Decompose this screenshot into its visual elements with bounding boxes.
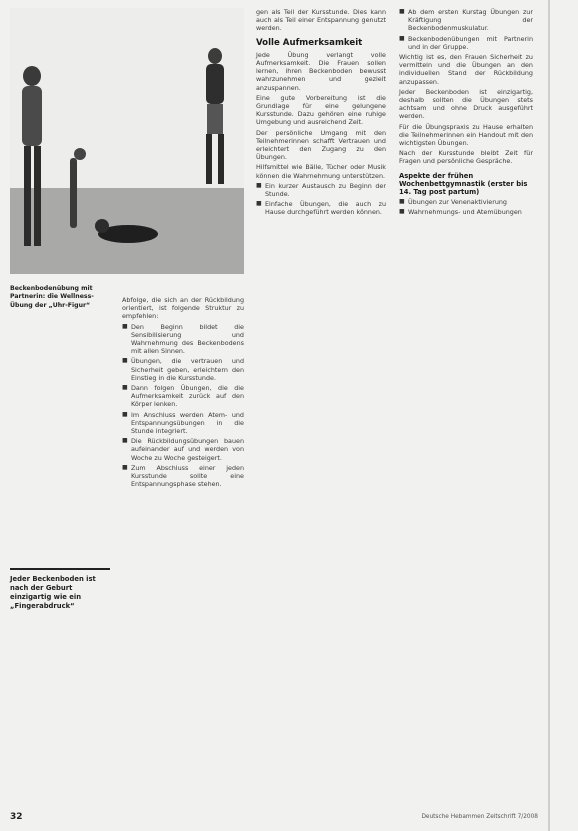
photo-caption: Beckenbodenübung mit Partnerin: die Wellness-Übung der „Uhr-Figur“ — [10, 285, 94, 309]
paragraph: Nach der Kursstunde bleibt Zeit für Fragen und persönliche Gespräche. — [399, 149, 533, 166]
list-item: ■ Ein kurzer Austausch zu Beginn der Stunde. — [256, 182, 386, 198]
list-item: ■ Die Rückbildungsübungen bauen aufeinander auf und werden von Woche zu Woche gesteigert. — [122, 437, 244, 462]
footer: Deutsche Hebammen Zeitschrift 7/2008 — [421, 814, 538, 820]
list-item: ■ Zum Abschluss einer jeden Kursstunde sollte eine Entspannungsphase stehen. — [122, 464, 244, 489]
bullet-list — [256, 182, 386, 217]
photo-scene — [10, 8, 244, 274]
paragraph: Abfolge, die sich an der Rückbildung orientiert, ist folgende Struktur zu empfehlen: — [122, 296, 244, 321]
column-1 — [122, 296, 244, 490]
list-item: ■ Im Anschluss werden Atem- und Entspannungsübungen in die Stunde integriert. — [122, 411, 244, 436]
paragraph: Jede Übung verlangt volle Aufmerksamkeit. Die Frauen sollen lernen, ihren Beckenboden bewusst wahrzunehmen und gezielt anzuspannen. — [256, 50, 386, 92]
paragraph: Hilfsmittel wie Bälle, Tücher oder Musik können die Wahrnehmung unterstützen. — [256, 163, 386, 180]
list-item: ■ Wahrnehmungs- und Atemübungen — [399, 208, 533, 216]
list-item: ■ Einfache Übungen, die auch zu Hause durchgeführt werden können. — [256, 200, 386, 216]
column-3 — [399, 8, 533, 219]
paragraph: Eine gute Vorbereitung ist die Grundlage für eine gelungene Kursstunde. Dazu gehören eine ruhige Umgebung und ausreichend Zeit. — [256, 93, 386, 127]
list-item: ■ Übungen zur Venenaktivierung — [399, 198, 533, 206]
list-item: ■ Übungen, die vertrauen und Sicherheit geben, erleichtern den Einstieg in die Kursstunde. — [122, 357, 244, 382]
paragraph: Der persönliche Umgang mit den Teilnehmerinnen schafft Vertrauen und erleichtert den Zugang zu den Übungen. — [256, 128, 386, 162]
photo-group-exercise — [10, 8, 244, 274]
pull-quote: Jeder Beckenboden ist nach der Geburt einzigartig wie ein „Fingerabdruck“ — [10, 568, 110, 611]
paragraph: Wichtig ist es, den Frauen Sicherheit zu vermitteln und die Übungen an den individuellen Stand der Rückbildung anzupassen. — [399, 53, 533, 86]
bullet-list — [399, 198, 533, 216]
paragraph: Jeder Beckenboden ist einzigartig, deshalb sollten die Übungen stets achtsam und ohne Druck ausgeführt werden. — [399, 87, 533, 121]
paragraph: gen als Teil der Kursstunde. Dies kann auch als Teil einer Entspannung genutzt werden. — [256, 8, 386, 33]
paragraph: Für die Übungspraxis zu Hause erhalten die Teilnehmerinnen ein Handout mit den wichtigsten Übungen. — [399, 122, 533, 148]
page-number: 32 — [10, 812, 23, 822]
list-item: ■ Beckenbodenübungen mit Partnerin und in der Gruppe. — [399, 35, 533, 51]
subheading: Aspekte der frühen Wochenbettgymnastik (erster bis 14. Tag post partum) — [399, 171, 528, 197]
list-item: ■ Dann folgen Übungen, die die Aufmerksamkeit zurück auf den Körper lenken. — [122, 384, 244, 409]
list-item: ■ Ab dem ersten Kurstag Übungen zur Kräftigung der Beckenbodenmuskulatur. — [399, 8, 533, 33]
page-edge — [548, 0, 550, 831]
bullet-list — [399, 8, 533, 51]
list-item: ■ Den Beginn bildet die Sensibilisierung und Wahrnehmung des Beckenbodens mit allen Sinnen. — [122, 323, 244, 356]
bullet-list — [122, 323, 244, 489]
column-2 — [256, 8, 386, 219]
section-heading: Volle Aufmerksamkeit — [256, 37, 363, 48]
